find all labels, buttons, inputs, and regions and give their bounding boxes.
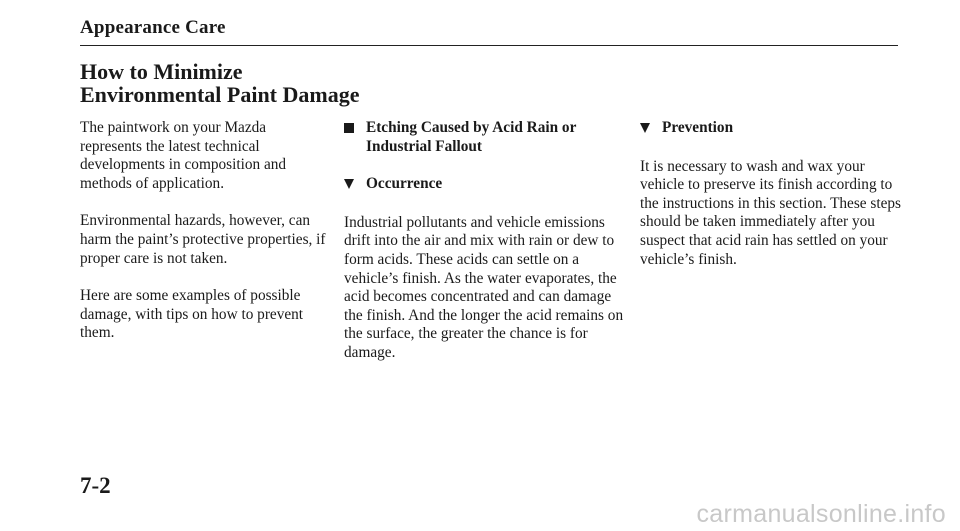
page-title — [80, 60, 359, 106]
page-title-line-1: How to Minimize — [80, 59, 243, 84]
intro-paragraph-2: Environmental hazards, however, can harm the paint’s protective properties, if proper care is not taken. — [80, 212, 326, 267]
page-number: 7-2 — [80, 473, 111, 498]
etching-heading-text: Etching Caused by Acid Rain or Industrial Fallout — [366, 119, 577, 155]
occurrence-heading — [344, 175, 624, 195]
header-rule — [80, 45, 898, 46]
section-header: Appearance Care — [80, 17, 226, 38]
prevention-paragraph: It is necessary to wash and wax your vehicle to preserve its finish according to the instructions in this section. These steps should be taken immediately after you suspect that acid rain has settled on your vehicle’s finish. — [640, 157, 902, 268]
watermark: carmanualsonline.info — [696, 500, 946, 528]
column-etching — [344, 119, 624, 382]
column-prevention — [640, 119, 902, 288]
intro-paragraph-3: Here are some examples of possible damage, with tips on how to prevent them. — [80, 287, 304, 342]
prevention-heading-text: Prevention — [662, 119, 734, 136]
prevention-heading — [640, 119, 902, 139]
column-intro — [80, 119, 330, 362]
triangle-bullet-icon — [344, 175, 366, 195]
occurrence-heading-text: Occurrence — [366, 175, 443, 193]
etching-heading — [344, 119, 624, 156]
triangle-bullet-icon — [640, 119, 662, 139]
square-bullet-icon — [344, 119, 366, 139]
occurrence-paragraph: Industrial pollutants and vehicle emissions drift into the air and mix with rain or dew to form acids. These acids can settle on a vehicle’s finish. As the water evaporates, the acid becomes concentrated and can damage the finish. And the longer the acid remains on the surface, the greater the chance is for damage. — [344, 213, 624, 361]
intro-paragraph-1: The paintwork on your Mazda represents the latest technical developments in composition and methods of application. — [80, 119, 287, 192]
page-title-line-2: Environmental Paint Damage — [80, 82, 360, 107]
